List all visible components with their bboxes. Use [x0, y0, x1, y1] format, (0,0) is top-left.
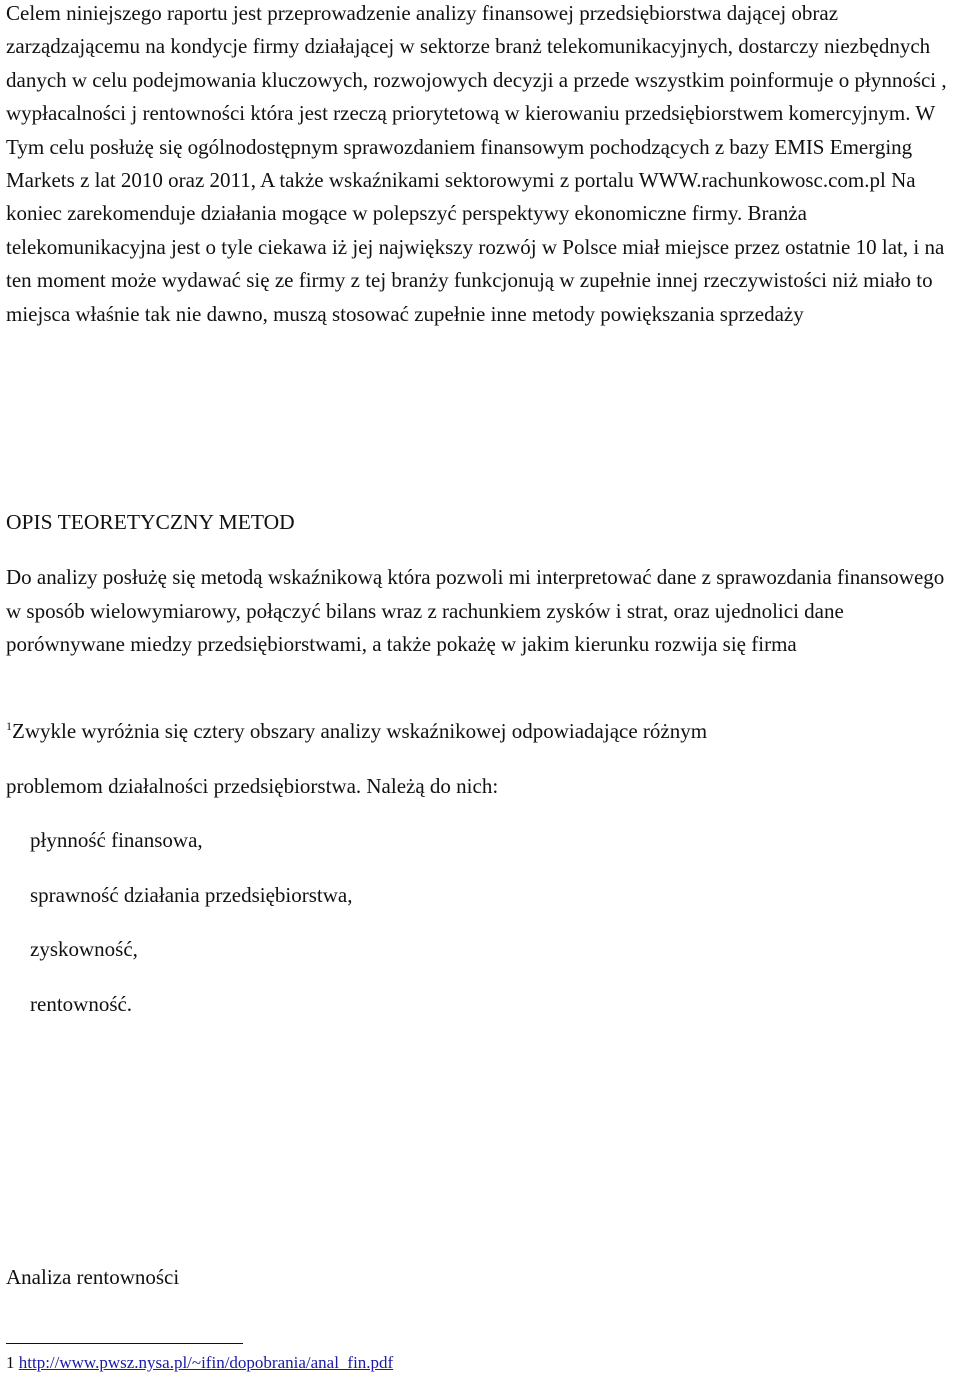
footnote-reference[interactable]: 1 [6, 719, 12, 733]
list-item: płynność finansowa, [30, 828, 203, 852]
footnote-link[interactable]: http://www.pwsz.nysa.pl/~ifin/dopobrania/anal_fin.pdf [18, 1353, 394, 1372]
methods-paragraph: Do analizy posłużę się metodą wskaźnikową która pozwoli mi interpretować dane z sprawozdania finansowego w sposób wielowymiarowy, połączyć bilans wraz z rachunkiem zysków i strat, oraz ujednolici dane porównywane miedzy przedsiębiorstwami, a także pokażę w jakim kierunku rozwija się firma [6, 565, 945, 657]
footnote-divider [6, 1343, 243, 1344]
list-item: zyskowność, [30, 937, 138, 961]
areas-intro-continued: problemom działalności przedsiębiorstwa. Należą do nich: [6, 774, 499, 798]
intro-paragraph: Celem niniejszego raportu jest przeprowadzenie analizy finansowej przedsiębiorstwa dającej obraz zarządzającemu na kondycje firmy działającej w sektorze branż telekomunikacyjnych, dostarczy niezbędnych danych w celu podejmowania kluczowych, rozwojowych decyzji a przede wszystkim poinformuje o płynności , wypłacalności j rentowności która jest rzeczą priorytetową w kierowaniu przedsiębiorstwem komercyjnym. W Tym celu posłużę się ogólnodostępnym sprawozdaniem finansowym pochodzących z bazy EMIS Emerging Markets z lat 2010 oraz 2011, A także wskaźnikami sektorowymi z portalu WWW.rachunkowosc.com.pl Na koniec zarekomenduje działania mogące w polepszyć perspektywy ekonomiczne firmy. Branża telekomunikacyjna jest o tyle ciekawa iż jej największy rozwój w Polsce miał miejsce przez ostatnie 10 lat, i na ten moment może wydawać się ze firmy z tej branży funkcjonują w zupełnie innej rzeczywistości niż miało to miejsca właśnie tak nie dawno, muszą stosować zupełnie inne metody powiększania sprzedaży [6, 1, 947, 326]
section-heading: OPIS TEORETYCZNY METOD [6, 510, 295, 534]
list-item: rentowność. [30, 991, 133, 1016]
footnote-number: 1 [6, 1353, 15, 1372]
analysis-areas-list [30, 825, 352, 1043]
list-item: sprawność działania przedsiębiorstwa, [30, 882, 353, 907]
areas-intro-text: Zwykle wyróżnia się cztery obszary analizy wskaźnikowej odpowiadające różnym [12, 719, 708, 743]
footnote [6, 1350, 393, 1376]
areas-intro-line [6, 716, 956, 746]
subsection-heading: Analiza rentowności [6, 1265, 180, 1289]
